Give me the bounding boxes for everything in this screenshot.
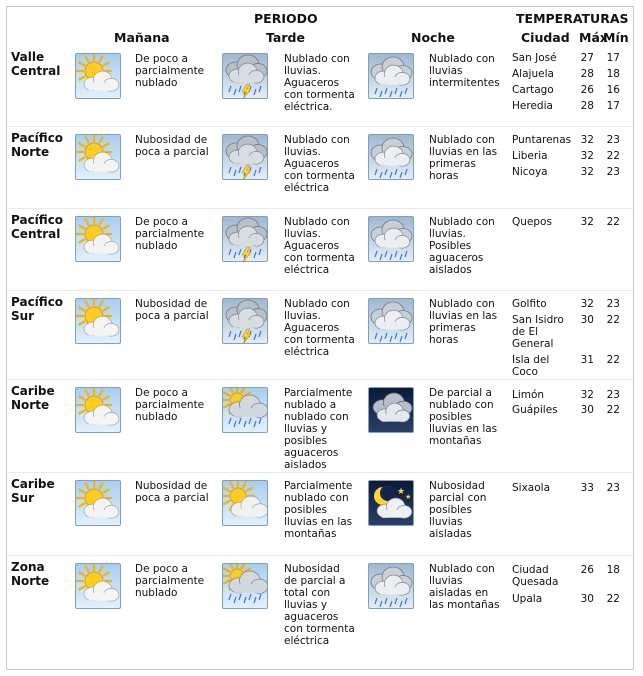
forecast-manana-text: De poco a parcialmente nublado [135,53,205,89]
forecast-tarde-text: Nubosidad de parcial a total con lluvias y aguaceros con tormenta eléctrica [284,563,355,647]
region-name: Pacífico Central [11,213,64,241]
city-name: Quepos [512,216,552,228]
temp-max: 30 [580,404,594,416]
row-divider [7,472,633,473]
partly-cloudy-icon [75,134,121,180]
partly-cloudy-icon [75,298,121,344]
temp-min: 18 [606,68,620,80]
partly-cloudy-icon [75,563,121,609]
sun-cloud-icon [222,480,268,526]
forecast-tarde-text: Parcialmente nublado con posibles lluvias en las montañas [284,480,353,540]
temp-max: 26 [580,564,594,576]
moon-cloud-icon [368,480,414,526]
header-ciudad: Ciudad [521,30,570,45]
forecast-manana-text: Nubosidad de poca a parcial [135,480,209,504]
city-name: Heredia [512,100,553,112]
header-noche: Noche [411,30,455,45]
city-name: Liberia [512,150,548,162]
temp-max: 27 [580,52,594,64]
region-name: Pacífico Norte [11,131,64,159]
temp-min: 17 [606,52,620,64]
partly-cloudy-icon [75,387,121,433]
header-manana: Mañana [114,30,170,45]
temp-max: 32 [580,389,594,401]
temp-max: 33 [580,482,594,494]
city-name: Nicoya [512,166,548,178]
temp-max: 26 [580,84,594,96]
city-name: Isla del Coco [512,354,550,378]
night-cloudy-icon [368,387,414,433]
row-divider [7,290,633,291]
city-name: Alajuela [512,68,554,80]
forecast-tarde-text: Nublado con lluvias. Aguaceros con tormenta eléctrica. [284,53,355,113]
city-name: Guápiles [512,404,558,416]
forecast-tarde-text: Nublado con lluvias. Aguaceros con tormenta eléctrica [284,216,355,276]
intermittent-rain-icon [368,53,414,99]
forecast-noche-text: Nublado con lluvias en las primeras horas [429,298,498,346]
temp-max: 32 [580,150,594,162]
svg-text:★: ★ [405,493,412,501]
city-name: Limón [512,389,545,401]
header-min: Mín [603,30,629,45]
row-divider [7,379,633,380]
temp-min: 22 [606,593,620,605]
temp-max: 30 [580,593,594,605]
forecast-manana-text: De poco a parcialmente nublado [135,216,205,252]
forecast-tarde-text: Nublado con lluvias. Aguaceros con tormenta eléctrica [284,134,355,194]
intermittent-rain-icon [368,134,414,180]
header-tarde: Tarde [266,30,305,45]
temp-min: 23 [606,166,620,178]
forecast-tarde-text: Parcialmente nublado a nublado con lluvias y posibles aguaceros aislados [284,387,353,471]
temp-min: 23 [606,389,620,401]
city-name: San José [512,52,557,64]
temp-min: 22 [606,216,620,228]
temp-min: 23 [606,298,620,310]
temp-min: 16 [606,84,620,96]
region-name: Pacífico Sur [11,295,64,323]
region-name: Zona Norte [11,560,50,588]
region-name: Caribe Norte [11,384,55,412]
temp-min: 17 [606,100,620,112]
forecast-noche-text: Nublado con lluvias. Posibles aguaceros aislados [429,216,495,276]
rain-thunder-icon [222,53,268,99]
temp-min: 22 [606,150,620,162]
header-periodo: PERIODO [254,11,318,26]
temp-min: 18 [606,564,620,576]
temp-max: 32 [580,216,594,228]
rain-thunder-icon [222,134,268,180]
rain-thunder-icon [222,216,268,262]
temp-min: 23 [606,134,620,146]
header-max: Máx [579,30,608,45]
city-name: Cartago [512,84,554,96]
partly-cloudy-icon [75,216,121,262]
forecast-noche-text: De parcial a nublado con posibles lluvias en las montañas [429,387,498,447]
partly-cloudy-icon [75,480,121,526]
sun-rain-icon [222,387,268,433]
city-name: Upala [512,593,543,605]
temp-max: 32 [580,166,594,178]
region-name: Caribe Sur [11,477,55,505]
city-name: San Isidro de El General [512,314,564,350]
city-name: Puntarenas [512,134,572,146]
forecast-manana-text: Nubosidad de poca a parcial [135,134,209,158]
row-divider [7,126,633,127]
temp-max: 28 [580,100,594,112]
rain-thunder-icon [222,298,268,344]
sun-rain-icon [222,563,268,609]
region-name: Valle Central [11,50,61,78]
forecast-manana-text: De poco a parcialmente nublado [135,563,205,599]
forecast-noche-text: Nublado con lluvias intermitentes [429,53,500,89]
forecast-noche-text: Nubosidad parcial con posibles lluvias aisladas [429,480,487,540]
forecast-noche-text: Nublado con lluvias aisladas en las montañas [429,563,500,611]
temp-max: 32 [580,134,594,146]
temp-min: 23 [606,482,620,494]
temp-max: 31 [580,354,594,366]
forecast-tarde-text: Nublado con lluvias. Aguaceros con tormenta eléctrica [284,298,355,358]
header-temperaturas: TEMPERATURAS [516,11,629,26]
temp-min: 22 [606,354,620,366]
intermittent-rain-icon [368,298,414,344]
city-name: Ciudad Quesada [512,564,559,588]
city-name: Sixaola [512,482,551,494]
forecast-noche-text: Nublado con lluvias en las primeras horas [429,134,498,182]
row-divider [7,208,633,209]
partly-cloudy-icon [75,53,121,99]
forecast-manana-text: De poco a parcialmente nublado [135,387,205,423]
city-name: Golfito [512,298,547,310]
temp-min: 22 [606,314,620,326]
svg-text:★: ★ [397,487,406,497]
intermittent-rain-icon [368,216,414,262]
temp-max: 28 [580,68,594,80]
temp-max: 30 [580,314,594,326]
forecast-manana-text: Nubosidad de poca a parcial [135,298,209,322]
temp-min: 22 [606,404,620,416]
row-divider [7,555,633,556]
temp-max: 32 [580,298,594,310]
intermittent-rain-icon [368,563,414,609]
